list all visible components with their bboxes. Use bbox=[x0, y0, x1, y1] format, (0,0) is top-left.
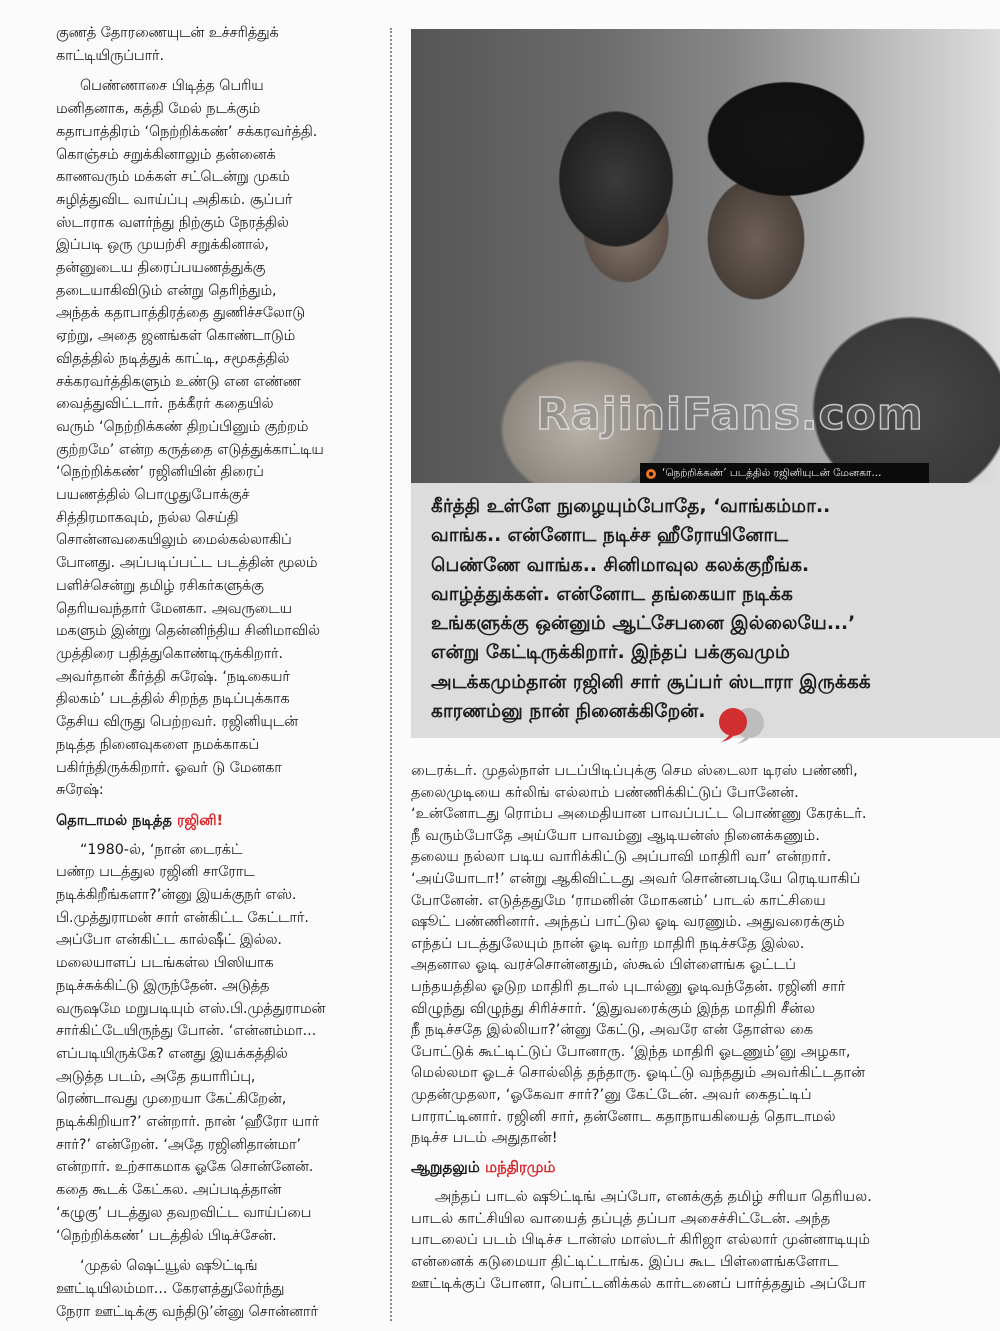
text-line: பளிச்சென்று தமிழ் ரசிகர்களுக்கு bbox=[56, 577, 264, 594]
text-line: சித்திரமாகவும், நல்ல செய்தி bbox=[56, 509, 239, 526]
text-line: பகிர்ந்திருக்கிறார். ஓவர் டு மேனகா bbox=[56, 759, 282, 776]
column-divider bbox=[390, 28, 392, 1321]
text-line: என்றார். உற்சாகமாக ஓகே சொன்னேன். bbox=[56, 1159, 314, 1176]
text-line: காரணம்னு நான் நினைக்கிறேன். bbox=[431, 701, 706, 723]
paragraph-1980-offer bbox=[56, 839, 386, 1248]
text-line: வரும் ‘நெற்றிக்கண் திறப்பினும் குற்றம் bbox=[56, 418, 309, 435]
movie-still-photo bbox=[411, 29, 1000, 483]
text-line: பண்ற படத்துல ரஜினி சாரோட bbox=[56, 864, 255, 881]
text-line: குற்றமே’ என்ற கருத்தை எடுத்துக்காட்டிய bbox=[56, 441, 324, 458]
section-heading-thodamal: தொடாமல் நடித்த ரஜினி! bbox=[56, 812, 224, 829]
text-line: நடித்த நினைவுகளை நமக்காகப் bbox=[56, 736, 259, 753]
text-line: அவர்தான் கீர்த்தி சுரேஷ். ‘நடிகையர் bbox=[56, 668, 290, 685]
right-column bbox=[411, 760, 1000, 1300]
text-line: பெண்ணே வாங்க.. சினிமாவுல கலக்குறீங்க. bbox=[431, 554, 810, 576]
text-line: மெல்லமா ஓடச் சொல்லித் தந்தாரு. ஓடிட்டு வந்ததும் அவர்கிட்டதான் bbox=[411, 1064, 866, 1082]
text-line: டைரக்டர். முதல்நாள் படப்பிடிப்புக்கு செம ஸ்டைலா டிரஸ் பண்ணி, bbox=[411, 762, 858, 779]
text-line: நீ நடிச்சதே இல்லியா?’ன்னு கேட்டு, அவரே என் தோள்ல கை bbox=[411, 1021, 814, 1039]
text-line: கதாபாத்திரம் ‘நெற்றிக்கண்’ சக்கரவர்த்தி. bbox=[56, 123, 318, 140]
photo-caption: ‘நெற்றிக்கண்’ படத்தில் ரஜினியுடன் மேனகா... bbox=[640, 463, 929, 483]
text-line: அடுத்த படம், அதே தயாரிப்பு, bbox=[56, 1068, 256, 1085]
text-line: விதத்தில் நடித்துக் காட்டி, சமூகத்தில் bbox=[56, 350, 290, 367]
caption-bullet-icon bbox=[646, 469, 656, 479]
text-line: ஷூட் பண்ணினார். அந்தப் பாட்டுல ஓடி வரணும். அதுவரைக்கும் bbox=[411, 913, 845, 931]
text-line: வைத்துவிட்டார். நக்கீரர் கதையில் bbox=[56, 396, 274, 413]
text-line: நீ வரும்போதே அய்யோ பாவம்னு ஆடியன்ஸ் நினைக்கணும். bbox=[411, 826, 820, 844]
quote-mark-icon bbox=[715, 705, 775, 745]
text-line: சொன்னவகையிலும் மைல்கல்லாகிப் bbox=[56, 532, 292, 549]
watermark: RajiniFans.com bbox=[536, 389, 924, 440]
text-line: அந்தப் பாடல் ஷூட்டிங் அப்போ, எனக்குத் தமிழ் சரியா தெரியல. bbox=[435, 1188, 872, 1206]
text-line: அடக்கமும்தான் ரஜினி சார் சூப்பர் ஸ்டாரா இருக்கக் bbox=[431, 671, 871, 693]
text-line: போனேன். எடுத்ததுமே ‘ராமனின் மோகனம்’ பாடல் காட்சியை bbox=[411, 891, 826, 909]
text-line: மலையாளப் படங்கள்ல பிஸியாக bbox=[56, 955, 274, 972]
text-line: காணவரும் மக்கள் சட்டென்று முகம் bbox=[56, 169, 290, 186]
text-line: ஊட்டியிலம்மா... கேரளத்துலேர்ந்து bbox=[56, 1280, 285, 1297]
text-line: அந்தக் கதாபாத்திரத்தை துணிச்சலோடு bbox=[56, 305, 305, 322]
text-line: நேரா ஊட்டிக்கு வந்திடு’ன்னு சொன்னார் bbox=[56, 1303, 318, 1320]
paragraph-song-shooting bbox=[411, 1186, 1000, 1294]
text-line: உங்களுக்கு ஒன்னும் ஆட்சேபனை இல்லையே...’ bbox=[431, 613, 856, 635]
text-line: பயணத்தில் பொழுதுபோக்குச் bbox=[56, 487, 250, 504]
text-line: சார்கிட்டேயிருந்து போன். ‘என்னம்மா... bbox=[56, 1023, 317, 1040]
text-line: வாங்க.. என்னோட நடிச்ச ஹீரோயினோட bbox=[431, 525, 789, 547]
text-line: எப்படியிருக்கே? எனது இயக்கத்தில் bbox=[56, 1045, 288, 1062]
text-line: பாடல் காட்சியில வாயைத் தப்புத் தப்பா அசைச்சிட்டேன். அந்த bbox=[411, 1209, 831, 1227]
text-line: அப்போ என்கிட்ட கால்ஷீட் இல்ல. bbox=[56, 932, 282, 949]
text-line: வருஷமே மறுபடியும் எஸ்.பி.முத்துராமன் bbox=[56, 1000, 326, 1017]
text-line: மகளும் இன்று தென்னிந்திய சினிமாவில் bbox=[56, 623, 320, 640]
text-line: சுரேஷ்: bbox=[56, 782, 104, 799]
text-line: பாடலைப் படம் பிடிச்ச டான்ஸ் மாஸ்டர் கிரிஜா எல்லார் முன்னாடியும் bbox=[411, 1231, 871, 1249]
paragraph-first-day-shoot bbox=[411, 760, 1000, 1149]
text-line: மனிதனாக, கத்தி மேல் நடக்கும் bbox=[56, 101, 261, 118]
text-line: இப்படி ஒரு முயற்சி சறுக்கினால், bbox=[56, 237, 269, 254]
text-line: முத்திரை பதித்துகொண்டிருக்கிறார். bbox=[56, 645, 284, 662]
text-line: தேசிய விருது பெற்றவர். ரஜினியுடன் bbox=[56, 714, 298, 731]
text-line: திலகம்’ படத்தில் சிறந்த நடிப்புக்காக bbox=[56, 691, 290, 708]
text-line: ‘உன்னோடது ரொம்ப அமைதியான பாவப்பட்ட பொண்ணு கேரக்டர். bbox=[411, 805, 867, 823]
text-line: அதனால ஓடி வரச்சொன்னதும், ஸ்கூல் பிள்ளைங்க ஓட்டப் bbox=[411, 956, 796, 974]
text-line: கொஞ்சம் சறுக்கினாலும் தன்னைக் bbox=[56, 146, 276, 163]
text-line: போட்டுக் கூட்டிட்டுப் போனாரு. ‘இந்த மாதிரி ஓடணும்’னு அழகா, bbox=[411, 1042, 851, 1060]
text-line: ‘நெற்றிக்கண்’ படத்தில் பிடிச்சேன். bbox=[56, 1227, 277, 1244]
section-heading-aaruthalum: ஆறுதலும் மந்திரமும் bbox=[411, 1157, 556, 1176]
text-line: ‘முதல் ஷெட்யூல் ஷூட்டிங் bbox=[80, 1258, 258, 1275]
paragraph-first-schedule bbox=[56, 1255, 386, 1323]
text-line: பெண்ணாசை பிடித்த பெரிய bbox=[80, 78, 264, 95]
text-line: கதை கூடக் கேட்கல. அப்படித்தான் bbox=[56, 1182, 282, 1199]
text-line: ஏற்று, அதை ஜனங்கள் கொண்டாடும் bbox=[56, 328, 296, 345]
text-line: போனது. அப்படிப்பட்ட படத்தின் மூலம் bbox=[56, 555, 318, 572]
pull-quote-box bbox=[411, 483, 1000, 738]
text-line: நடிக்கிறியா?’ என்றார். நான் ‘ஹீரோ யார் bbox=[56, 1114, 320, 1131]
text-line: ஊட்டிக்குப் போனா, பொட்டனிக்கல் கார்டனைப் பார்த்ததும் அப்போ bbox=[411, 1274, 866, 1292]
text-line: எந்தப் படத்துலேயும் நான் ஓடி வர்ற மாதிரி நடிச்சதே இல்ல. bbox=[411, 934, 805, 952]
text-line: தலைமுடியை கர்லிங் எல்லாம் பண்ணிக்கிட்டுப் போனேன். bbox=[411, 783, 799, 801]
text-line: சார்?’ என்றேன். ‘அதே ரஜினிதான்மா’ bbox=[56, 1136, 302, 1153]
text-line: தடையாகிவிடும் என்று தெரிந்தும், bbox=[56, 282, 277, 299]
paragraph-intro-end: குணத் தோரணையுடன் உச்சரித்துக் காட்டியிருப்பார். bbox=[56, 25, 279, 64]
text-line: “1980-ல், ‘நான் டைரக்ட் bbox=[80, 841, 243, 858]
text-line: ரெண்டாவது முறையா கேட்கிறேன், bbox=[56, 1091, 287, 1108]
text-line: ‘அய்யோடா!’ என்று ஆகிவிட்டது அவர் சொன்னபடியே ரெடியாகிப் bbox=[411, 869, 861, 887]
text-line: நடிச்சுக்கிட்டு இருந்தேன். அடுத்த bbox=[56, 977, 270, 994]
text-line: நடிச்ச படம் அதுதான்! bbox=[411, 1129, 558, 1147]
text-line: என்னைக் கடுமையா திட்டிட்டாங்க. இப்ப கூட பிள்ளைங்களோட bbox=[411, 1253, 839, 1271]
left-column bbox=[56, 22, 386, 1331]
text-line: ஸ்டாராக வளர்ந்து நிற்கும் நேரத்தில் bbox=[56, 214, 289, 231]
text-line: கீர்த்தி உள்ளே நுழையும்போதே, ‘வாங்கம்மா.. bbox=[431, 496, 831, 517]
text-line: தன்னுடைய திரைப்பயணத்துக்கு bbox=[56, 260, 266, 277]
text-line: சுழித்துவிட வாய்ப்பு அதிகம். சூப்பர் bbox=[56, 191, 293, 208]
text-line: பந்தயத்தில ஓடுற மாதிரி தடால் புடால்னு ஓடிவந்தேன். ரஜினி சார் bbox=[411, 977, 846, 995]
paragraph-netrikann-character bbox=[56, 75, 386, 802]
text-line: ‘கழுகு’ படத்துல தவறவிட்ட வாய்ப்பை bbox=[56, 1204, 312, 1221]
text-line: விழுந்து விழுந்து சிரிச்சார். ‘இதுவரைக்கும் இந்த மாதிரி சீன்ல bbox=[411, 999, 816, 1017]
text-line: தெரியவந்தார் மேனகா. அவருடைய bbox=[56, 600, 292, 617]
text-line: பி.முத்துராமன் சார் என்கிட்ட கேட்டார். bbox=[56, 909, 309, 926]
text-line: ‘நெற்றிக்கண்’ ரஜினியின் திரைப் bbox=[56, 464, 264, 481]
text-line: முதன்முதலா, ‘ஓகேவா சார்?’னு கேட்டேன். அவர் கைதட்டிப் bbox=[411, 1085, 812, 1103]
text-line: என்று கேட்டிருக்கிறார். இந்தப் பக்குவமும் bbox=[431, 642, 791, 664]
text-line: வாழ்த்துக்கள். என்னோட தங்கையா நடிக்க bbox=[431, 583, 793, 605]
text-line: சக்கரவர்த்திகளும் உண்டு என எண்ண bbox=[56, 373, 301, 390]
text-line: பாராட்டினார். ரஜினி சார், தன்னோட கதாநாயகியைத் தொடாமல் bbox=[411, 1107, 836, 1125]
text-line: தலைய நல்லா படிய வாரிக்கிட்டு அப்பாவி மாதிரி வா’ என்றார். bbox=[411, 848, 832, 866]
text-line: நடிக்கிறீங்களா?’ன்னு இயக்குநர் எஸ். bbox=[56, 887, 297, 904]
